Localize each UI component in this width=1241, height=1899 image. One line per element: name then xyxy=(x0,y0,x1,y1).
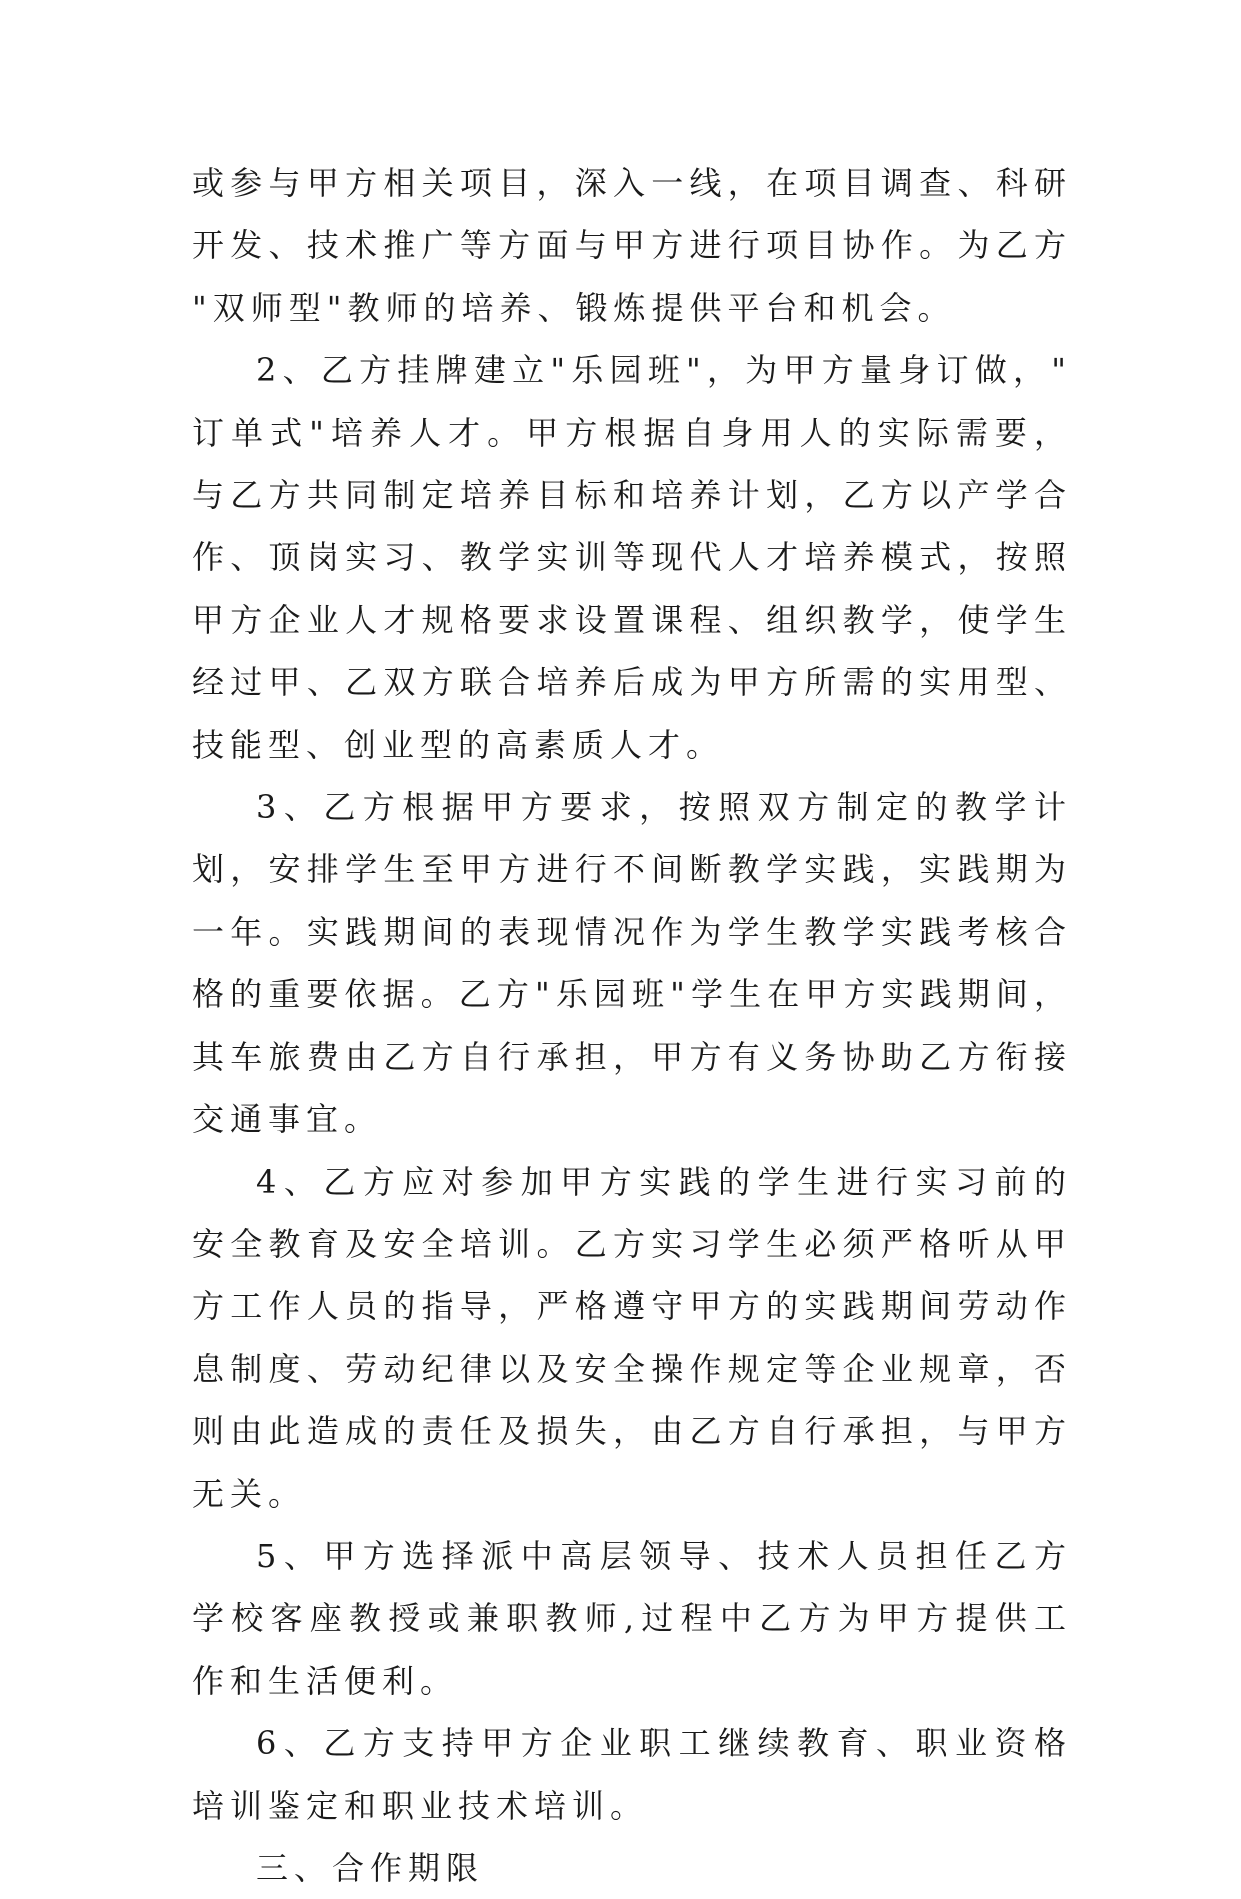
paragraph-item-4: 4、乙方应对参加甲方实践的学生进行实习前的安全教育及安全培训。乙方实习学生必须严格听从甲方工作人员的指导，严格遵守甲方的实践期间劳动作息制度、劳动纪律以及安全操作规定等企业规章，否则由此造成的责任及损失，由乙方自行承担，与甲方无关。 xyxy=(192,1162,1072,1513)
paragraph-item-5: 5、甲方选择派中高层领导、技术人员担任乙方学校客座教授或兼职教师,过程中乙方为甲方提供工作和生活便利。 xyxy=(192,1536,1072,1700)
document-body xyxy=(192,152,1072,1899)
paragraph-item-6: 6、乙方支持甲方企业职工继续教育、职业资格培训鉴定和职业技术培训。 xyxy=(192,1724,1072,1825)
paragraph-continuation: 或参与甲方相关项目，深入一线，在项目调查、科研开发、技术推广等方面与甲方进行项目协作。为乙方"双师型"教师的培养、锻炼提供平台和机会。 xyxy=(192,164,1072,327)
paragraph-item-2: 2、乙方挂牌建立"乐园班"，为甲方量身订做，"订单式"培养人才。甲方根据自身用人的实际需要，与乙方共同制定培养目标和培养计划，乙方以产学合作、顶岗实习、教学实训等现代人才培养模式，按照甲方企业人才规格要求设置课程、组织教学，使学生经过甲、乙双方联合培养后成为甲方所需的实用型、技能型、创业型的高素质人才。 xyxy=(192,351,1072,764)
paragraph-item-3: 3、乙方根据甲方要求，按照双方制定的教学计划，安排学生至甲方进行不间断教学实践，实践期为一年。实践期间的表现情况作为学生教学实践考核合格的重要依据。乙方"乐园班"学生在甲方实践期间，其车旅费由乙方自行承担，甲方有义务协助乙方衔接交通事宜。 xyxy=(192,788,1072,1139)
section-heading: 三、合作期限 xyxy=(256,1848,485,1887)
